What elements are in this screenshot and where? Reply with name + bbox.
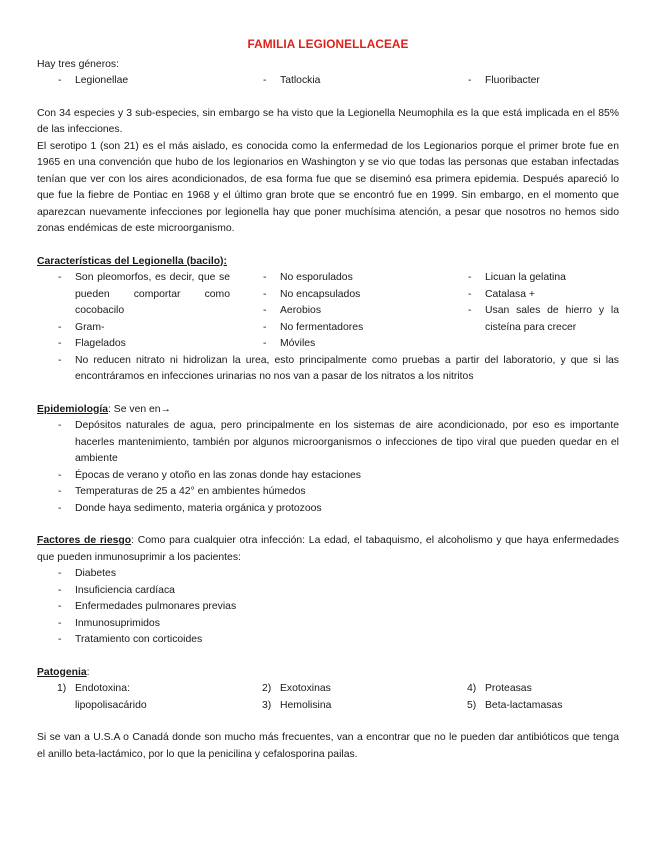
paragraph-especies: Con 34 especies y 3 sub-especies, sin embargo se ha visto que la Legionella Neumophila es la que está implicada en el 85% de las infecciones.	[37, 107, 619, 135]
list-item: - Catalasa +	[447, 287, 619, 304]
list-item: - No esporulados	[242, 270, 447, 287]
patogenia-col-3	[447, 681, 619, 714]
list-item: 5) Beta-lactamasas	[467, 699, 563, 711]
caracteristicas-list	[37, 270, 619, 353]
generos-intro: Hay tres géneros:	[37, 58, 120, 70]
list-item: - No fermentadores	[242, 320, 447, 337]
list-item: 2) Exotoxinas	[262, 683, 331, 694]
list-item: 1) Endotoxina: lipopolisacárido	[57, 683, 147, 711]
bullet-dash: -	[468, 272, 472, 283]
patogenia-col-1	[37, 681, 242, 714]
list-item: - Enfermedades pulmonares previas	[37, 599, 619, 616]
bullet-dash: -	[58, 486, 62, 497]
bullet-dash: -	[58, 617, 62, 629]
bullet-dash: -	[263, 75, 267, 86]
bullet-dash: -	[263, 305, 267, 316]
list-item: - Depósitos naturales de agua, pero principalmente en los sistemas de aire acondicionado, por eso es importante hacerles mantenimiento, también por algunos microorganismos o infecciones de tipo viral que pueden quedar en el ambiente	[37, 418, 619, 468]
bullet-dash: -	[58, 338, 62, 349]
list-item: - Flagelados	[37, 336, 242, 353]
list-item: - Son pleomorfos, es decir, que se pueden comportar como cocobacilo	[37, 270, 242, 320]
caracteristicas-col-3	[447, 270, 619, 353]
list-item: - Usan sales de hierro y la cisteína para crecer	[447, 303, 619, 336]
bullet-dash: -	[58, 601, 62, 612]
bullet-dash: -	[58, 354, 62, 366]
list-item: - No encapsulados	[242, 287, 447, 304]
bullet-dash: -	[263, 272, 267, 283]
section-heading-factores: Factores de riesgo: Como para cualquier otra infección: La edad, el tabaquismo, el alcoholismo y que haya enfermedades que pueden inmunosuprimir a los pacientes:	[37, 535, 619, 563]
caracteristicas-col-1	[37, 270, 242, 353]
section-heading-caracteristicas: Características del Legionella (bacilo):	[37, 255, 227, 267]
list-item: - Épocas de verano y otoño en las zonas donde hay estaciones	[37, 468, 619, 485]
generos-list	[37, 73, 619, 90]
section-heading-patogenia: Patogenia:	[37, 666, 90, 678]
document-page	[37, 36, 619, 763]
list-item: - Diabetes	[37, 566, 619, 583]
bullet-dash: -	[468, 75, 472, 86]
bullet-dash: -	[58, 321, 62, 333]
list-item: - Inmunosuprimidos	[37, 616, 619, 633]
bullet-dash: -	[58, 420, 62, 431]
bullet-dash: -	[58, 634, 62, 645]
list-item: - Aerobios	[242, 303, 447, 320]
bullet-dash: -	[58, 502, 62, 514]
list-item: - Móviles	[242, 336, 447, 353]
genero-item: - Tatlockia	[242, 73, 447, 90]
bullet-dash: -	[58, 469, 62, 481]
bullet-dash: -	[263, 288, 267, 300]
bullet-dash: -	[263, 338, 267, 349]
bullet-dash: -	[468, 305, 472, 316]
genero-item: - Fluoribacter	[447, 73, 619, 90]
section-heading-epidemiologia: Epidemiología: Se ven en→	[37, 403, 171, 415]
patogenia-list	[37, 681, 619, 714]
list-item: - Tratamiento con corticoides	[37, 632, 619, 649]
list-item: - Insuficiencia cardíaca	[37, 583, 619, 600]
list-item: - Gram-	[37, 320, 242, 337]
paragraph-serotipo: El serotipo 1 (son 21) es el más aislado, es conocida como la enfermedad de los Legionarios porque el primer brote fue en 1965 en una convención que hubo de los legionarios en Washington y se vio que todas las personas que estaban infectadas tenían que ver con los aires acondicionados, de esa forma fue que se diseminó esa primera epidemia. Después apareció lo que fue la fiebre de Pontiac en 1968 y el último gran brote que se encontró fue en 1999. Sin embargo, en el momento que aparezcan nuevamente infecciones por legionella hay que poner muchísima atención, a pesar que nosotros no hemos sido zonas endémicas de este microorganismo.	[37, 140, 619, 234]
bullet-dash: -	[58, 272, 62, 283]
bullet-dash: -	[58, 568, 62, 579]
list-item: 3) Hemolisina	[262, 699, 332, 711]
caracteristicas-col-2	[242, 270, 447, 353]
bullet-dash: -	[58, 584, 62, 596]
paragraph-final: Si se van a U.S.A o Canadá donde son mucho más frecuentes, van a encontrar que no le pueden dar antibióticos que tenga el anillo beta-lactámico, por lo que la penicilina y cefalosporina pailas.	[37, 732, 619, 760]
list-item: - No reducen nitrato ni hidrolizan la urea, esto principalmente como pruebas a partir del laboratorio, y que si las encontráramos en infecciones urinarias no nos van a pasar de los nitratos a los nitritos	[37, 353, 619, 386]
bullet-dash: -	[468, 288, 472, 300]
bullet-dash: -	[58, 75, 62, 86]
factores-list	[37, 566, 619, 649]
genero-item: - Legionellae	[37, 73, 242, 90]
bullet-dash: -	[263, 321, 267, 333]
epidemiologia-list	[37, 418, 619, 517]
list-item: - Donde haya sedimento, materia orgánica y protozoos	[37, 501, 619, 518]
page-title: FAMILIA LEGIONELLACEAE	[247, 37, 409, 51]
patogenia-col-2	[242, 681, 447, 714]
list-item: - Temperaturas de 25 a 42° en ambientes húmedos	[37, 484, 619, 501]
list-item: 4) Proteasas	[467, 683, 532, 694]
list-item: - Licuan la gelatina	[447, 270, 619, 287]
